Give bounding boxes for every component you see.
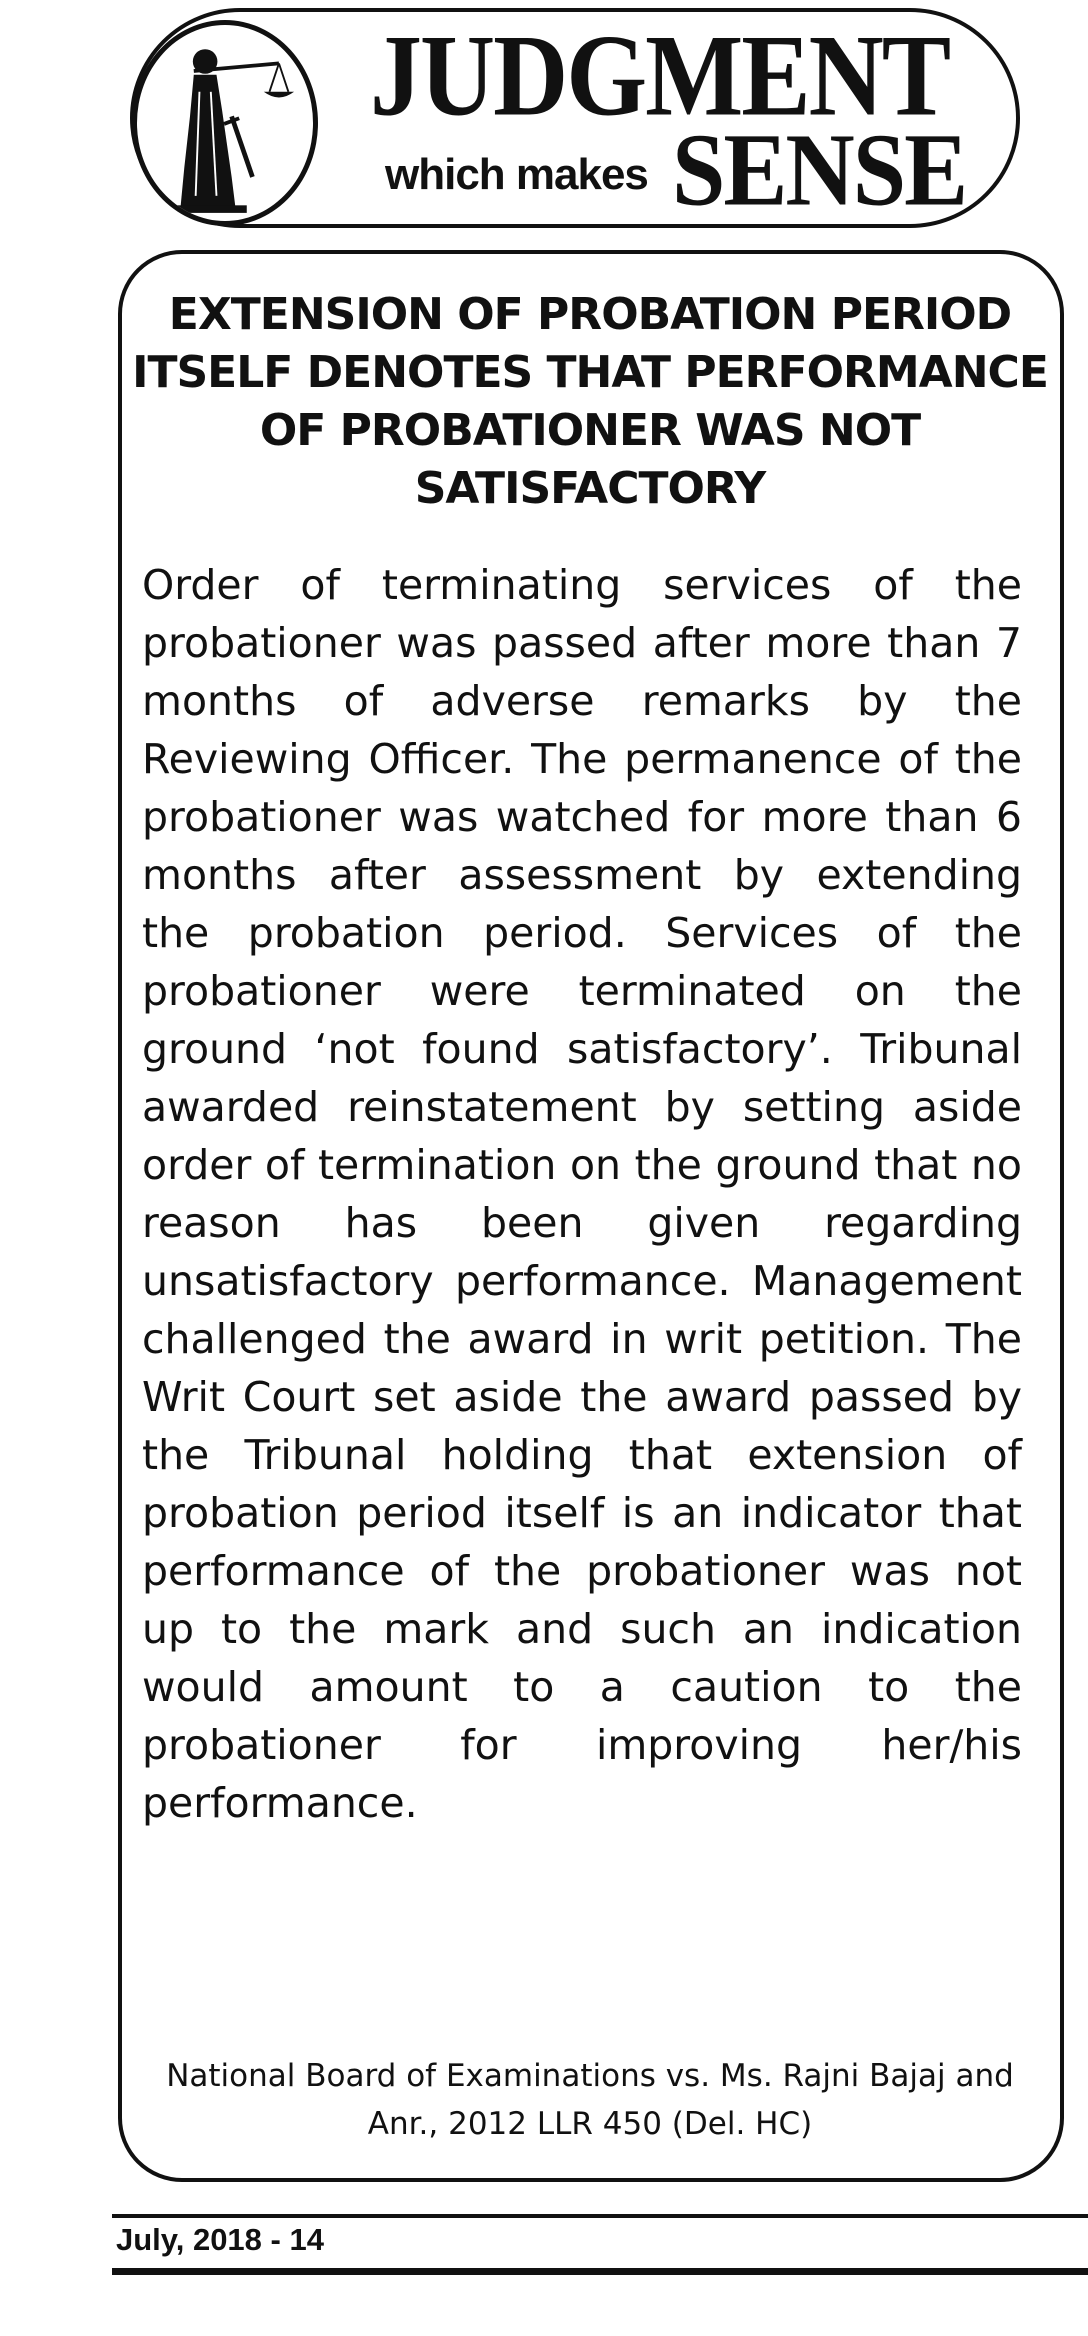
lady-justice-icon [132,20,318,226]
masthead-title-prefix: which makes [385,150,648,199]
footer-rule-thick [112,2268,1088,2275]
footer-rule [112,2214,1088,2218]
case-citation: National Board of Examinations vs. Ms. Rajni Bajaj and Anr., 2012 LLR 450 (Del. HC) [166,2058,1014,2142]
article-headline: EXTENSION OF PROBATION PERIOD ITSELF DENOTES THAT PERFORMANCE OF PROBATIONER WAS NOT SATISFACTORY [132,289,1048,514]
issue-date-page: July, 2018 - 14 [116,2222,324,2257]
masthead-title-suffix: SENSE [672,111,967,228]
masthead-title-main: JUDGMENT [370,11,950,141]
article-body: Order of terminating services of the probationer was passed after more than 7 months of adverse remarks by the Reviewing Officer. The permanence of the probationer was watched for more than 6 months after assessment by extending the probation period. Services of the probationer were terminated on the ground ‘not found satisfactory’. Tribunal awarded reinstatement by setting aside order of termination on the ground that no reason has been given regarding unsatisfactory performance. Management challenged the award in writ petition. The Writ Court set aside the award passed by the Tribunal holding that extension of probation period itself is an indicator that performance of the probationer was not up to the mark and such an indication would amount to a caution to the probationer for improving her/his performance. [142,561,1022,1827]
